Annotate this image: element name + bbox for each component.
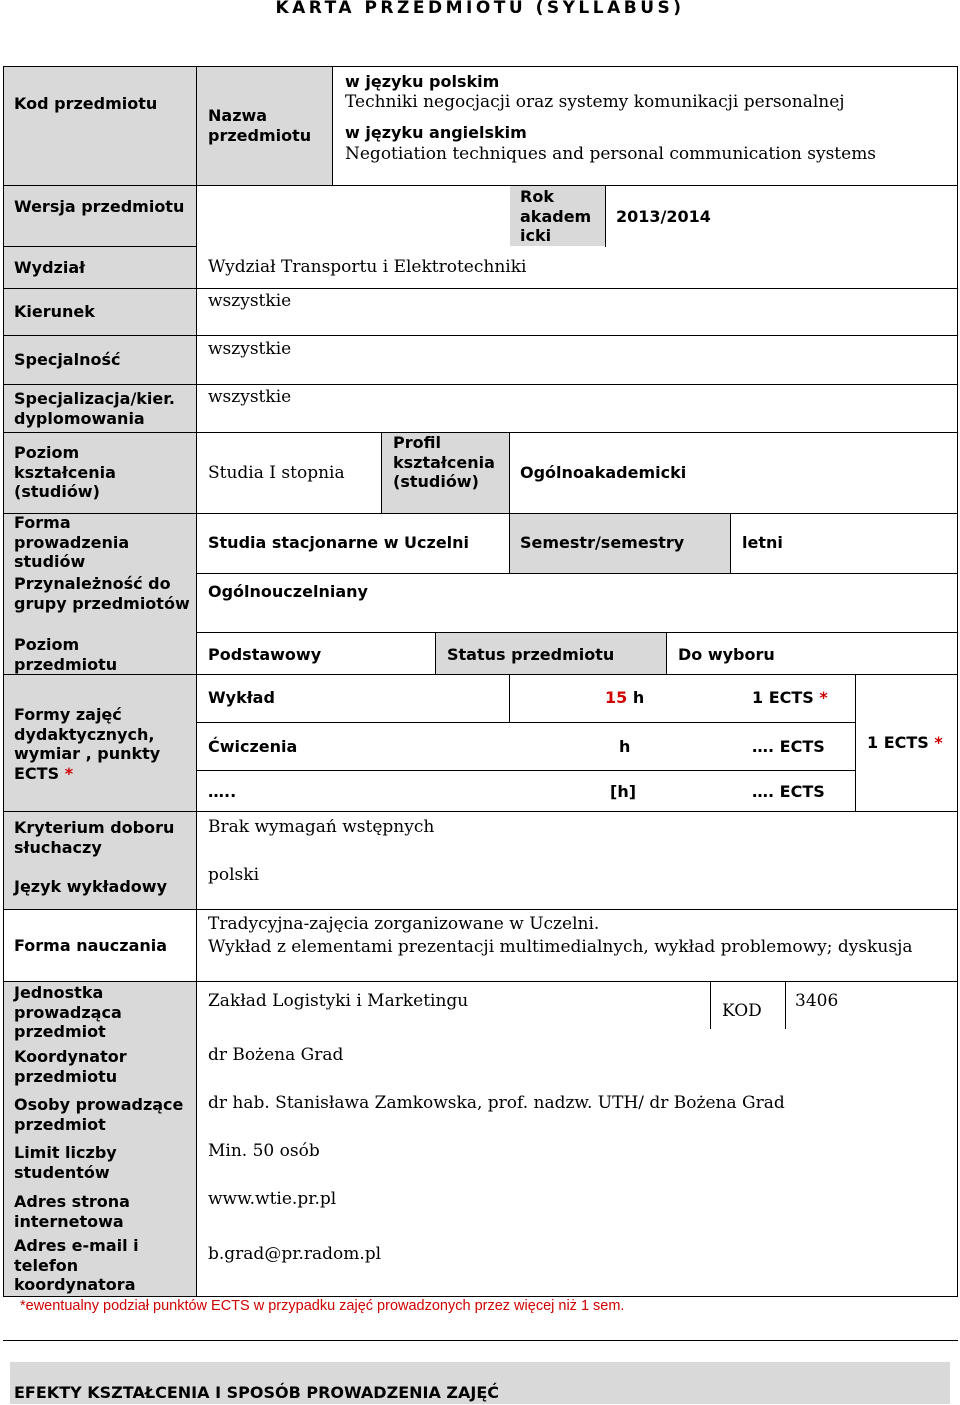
line xyxy=(710,981,711,1029)
line xyxy=(3,674,958,675)
specjalizacja-label: Specjalizacja/kier. dyplomowania xyxy=(14,389,175,428)
jezyk-label: Język wykładowy xyxy=(14,877,167,896)
line xyxy=(509,674,510,723)
specjalizacja-value: wszystkie xyxy=(208,387,292,407)
english-name-label: w języku angielskim xyxy=(345,123,527,142)
osoby-value: dr hab. Stanisława Zamkowska, prof. nadzw. UTH/ dr Bożena Grad xyxy=(208,1093,785,1113)
line xyxy=(855,674,856,812)
poziom-przedmiotu-value: Podstawowy xyxy=(208,645,322,664)
forma-nauczania-label: Forma nauczania xyxy=(14,936,168,955)
jednostka-value: Zakład Logistyki i Marketingu xyxy=(208,991,469,1011)
line xyxy=(197,632,958,633)
specjalnosc-value: wszystkie xyxy=(208,339,292,359)
document-title: KARTA PRZEDMIOTU (SYLLABUS) xyxy=(275,0,685,18)
line xyxy=(3,981,958,982)
line xyxy=(197,722,855,723)
other-form-ects: …. ECTS xyxy=(752,782,825,801)
limit-label: Limit liczby studentów xyxy=(14,1143,117,1182)
wyklad-label: Wykład xyxy=(208,688,275,707)
profil-value: Ogólnoakademicki xyxy=(520,463,687,482)
polish-name-value: Techniki negocjacji oraz systemy komunikacji personalnej xyxy=(345,92,845,112)
kierunek-label: Kierunek xyxy=(14,302,95,321)
www-value: www.wtie.pr.pl xyxy=(208,1189,337,1209)
line xyxy=(435,632,436,675)
other-form-hours: [h] xyxy=(610,782,637,801)
kryterium-label: Kryterium doboru słuchaczy xyxy=(14,818,175,857)
profil-label: Profil kształcenia (studiów) xyxy=(393,433,495,491)
status-label: Status przedmiotu xyxy=(447,645,615,664)
kierunek-value: wszystkie xyxy=(208,291,292,311)
cwiczenia-hours: h xyxy=(619,737,631,756)
jednostka-label: Jednostka prowadząca przedmiot xyxy=(14,983,122,1041)
grupa-label: Przynależność do grupy przedmiotów xyxy=(14,574,190,613)
specjalnosc-label: Specjalność xyxy=(14,350,121,369)
kod-value: 3406 xyxy=(795,991,839,1011)
email-label: Adres e-mail i telefon koordynatora xyxy=(14,1236,139,1294)
forma-nauczania-line2: Wykład z elementami prezentacji multimedialnych, wykład problemowy; dyskusja xyxy=(208,937,913,957)
forma-prowadzenia-label: Forma prowadzenia studiów xyxy=(14,513,130,571)
semestr-label: Semestr/semestry xyxy=(520,533,685,552)
line xyxy=(3,1340,958,1341)
cwiczenia-label: Ćwiczenia xyxy=(208,737,298,756)
jezyk-value: polski xyxy=(208,865,260,885)
line xyxy=(197,770,855,771)
section-heading: EFEKTY KSZTAŁCENIA I SPOSÓB PROWADZENIA ZAJĘĆ xyxy=(14,1383,500,1402)
status-value: Do wyboru xyxy=(678,645,775,664)
line xyxy=(3,66,4,1297)
wydzial-value: Wydział Transportu i Elektrotechniki xyxy=(208,257,527,277)
wyklad-ects: 1 ECTS * xyxy=(752,688,828,707)
line xyxy=(3,246,197,247)
other-form-label: ….. xyxy=(208,782,237,801)
kod-label: KOD xyxy=(722,1001,762,1021)
total-ects: 1 ECTS * xyxy=(867,733,943,752)
poziom-przedmiotu-label: Poziom przedmiotu xyxy=(14,635,118,674)
rok-akademicki-value: 2013/2014 xyxy=(616,207,711,226)
nazwa-przedmiotu-label: Nazwa przedmiotu xyxy=(208,106,312,145)
kryterium-value: Brak wymagań wstępnych xyxy=(208,817,435,837)
forma-nauczania-line1: Tradycyjna-zajęcia zorganizowane w Uczelni. xyxy=(208,914,600,934)
line xyxy=(381,432,382,514)
www-label: Adres strona internetowa xyxy=(14,1192,130,1231)
footnote: *ewentualny podział punktów ECTS w przypadku zajęć prowadzonych przez więcej niż 1 sem. xyxy=(20,1298,625,1314)
cwiczenia-ects: …. ECTS xyxy=(752,737,825,756)
line xyxy=(332,66,333,186)
limit-value: Min. 50 osób xyxy=(208,1141,320,1161)
email-value: b.grad@pr.radom.pl xyxy=(208,1244,382,1264)
line xyxy=(3,335,958,336)
poziom-ksztalcenia-value: Studia I stopnia xyxy=(208,463,345,483)
line xyxy=(3,288,958,289)
line xyxy=(509,432,510,574)
line xyxy=(605,185,606,247)
rok-akademicki-label: Rok akadem icki xyxy=(520,187,592,245)
wydzial-label: Wydział xyxy=(14,258,86,277)
koordynator-label: Koordynator przedmiotu xyxy=(14,1047,127,1086)
grupa-value: Ogólnouczelniany xyxy=(208,582,368,601)
formy-zajec-label: Formy zajęć dydaktycznych, wymiar , punkty ECTS * xyxy=(14,705,161,783)
line xyxy=(3,811,958,812)
forma-prowadzenia-value: Studia stacjonarne w Uczelni xyxy=(208,533,470,552)
kod-przedmiotu-label: Kod przedmiotu xyxy=(14,94,158,113)
line xyxy=(197,573,958,574)
osoby-label: Osoby prowadzące przedmiot xyxy=(14,1095,184,1134)
line xyxy=(3,66,958,67)
semestr-value: letni xyxy=(742,533,783,552)
line xyxy=(730,513,731,574)
koordynator-value: dr Bożena Grad xyxy=(208,1045,344,1065)
shade-kod xyxy=(4,67,196,185)
line xyxy=(3,384,958,385)
line xyxy=(957,66,958,1297)
line xyxy=(3,909,958,910)
wersja-label: Wersja przedmiotu xyxy=(14,197,185,216)
english-name-value: Negotiation techniques and personal communication systems xyxy=(345,144,877,164)
polish-name-label: w języku polskim xyxy=(345,72,500,91)
line xyxy=(666,632,667,675)
wyklad-hours: 15 h xyxy=(605,688,645,707)
line xyxy=(3,185,958,186)
line xyxy=(196,66,197,1297)
poziom-ksztalcenia-label: Poziom kształcenia (studiów) xyxy=(14,443,116,501)
line xyxy=(785,981,786,1029)
